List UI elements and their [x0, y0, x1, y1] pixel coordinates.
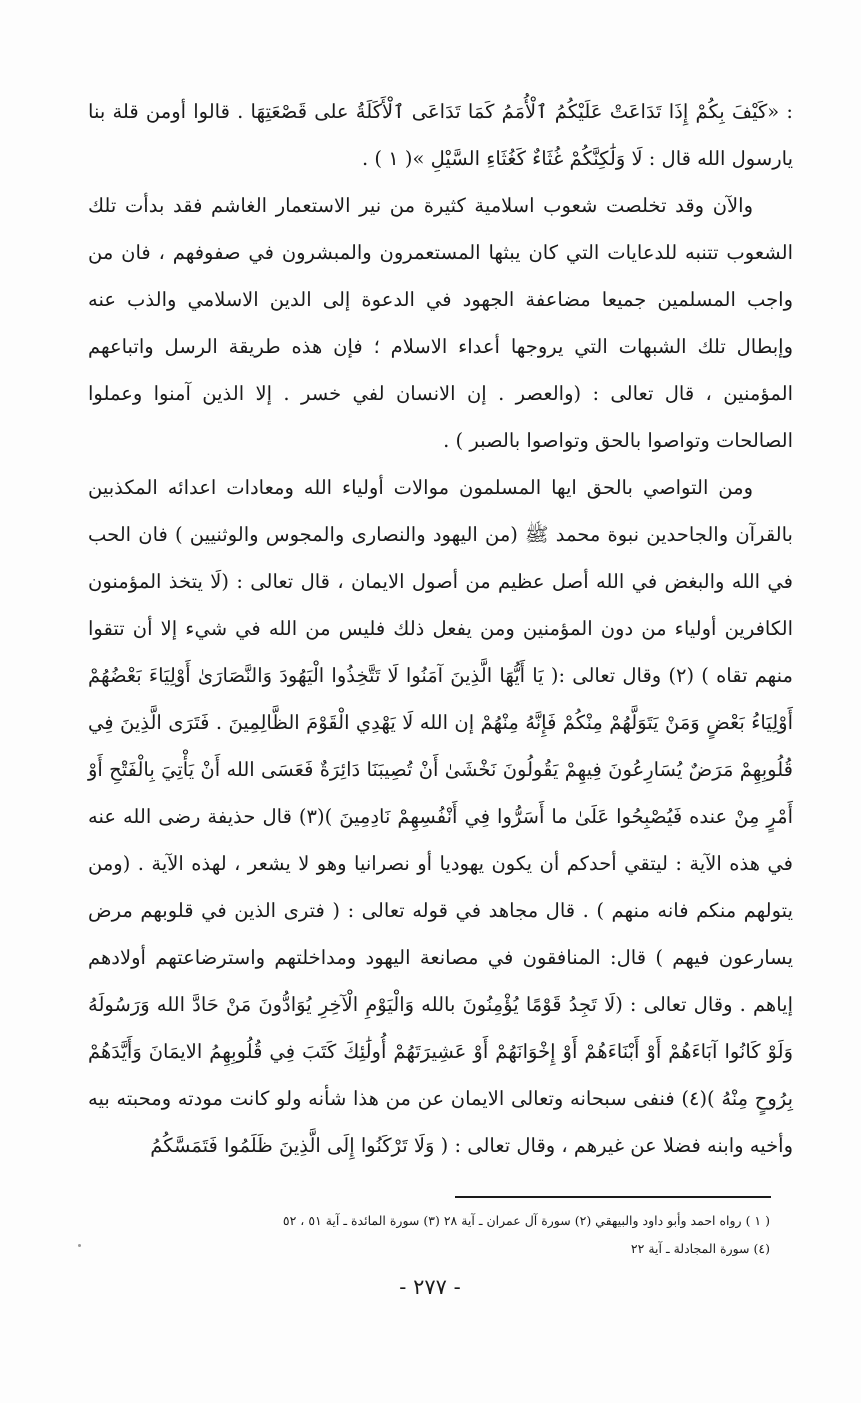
page-number: - ٢٧٧ -	[399, 1275, 461, 1299]
paragraph-loyalty: ومن التواصي بالحق ايها المسلمون موالات أولياء الله ومعادات اعدائه المكذبين بالقرآن والجاحدين نبوة محمد ﷺ (من اليهود والنصارى والمجوس والوثنيين ) فان الحب في الله والبغض في الله أصل عظيم من أصول الايمان ، قال تعالى : (لَا يتخذ المؤمنون الكافرين أولياء من دون المؤمنين ومن يفعل ذلك فليس من الله في شيء إلا أن تتقوا منهم تقاه ) (٢) وقال تعالى :( يَا أَيُّهَا الَّذِينَ آمَنُوا لَا تَتَّخِذُوا الْيَهُودَ وَالنَّصَارَىٰ أَوْلِيَاءَ بَعْضُهُمْ أَوْلِيَاءُ بَعْضٍ وَمَنْ يَتَوَلَّهُمْ مِنْكُمْ فَإِنَّهُ مِنْهُمْ إن الله لَا يَهْدِي الْقَوْمَ الظَّالِمِينَ . فَتَرَى الَّذِينَ فِي قُلُوبِهِمْ مَرَضٌ يُسَارِعُونَ فِيهِمْ يَقُولُونَ نَخْشَىٰ أَنْ تُصِيبَنَا دَائِرَةٌ فَعَسَى الله أَنْ يَأْتِيَ بِالْفَتْحِ أَوْ أَمْرٍ مِنْ عنده فَيُصْبِحُوا عَلَىٰ ما أَسَرُّوا فِي أَنْفُسِهِمْ نَادِمِينَ )(٣) قال حذيفة رضى الله عنه في هذه الآية : ليتقي أحدكم أن يكون يهوديا أو نصرانيا وهو لا يشعر ، لهذه الآية . (ومن يتولهم منكم فانه منهم ) . قال مجاهد في قوله تعالى : ( فترى الذين في قلوبهم مرض يسارعون فيهم ) قال: المنافقون في مصانعة اليهود ومداخلتهم واسترضاعتهم أولادهم إياهم . وقال تعالى : (لَا تَجِدُ قَوْمًا يُؤْمِنُونَ بالله وَالْيَوْمِ الْآخِرِ يُوَادُّونَ مَنْ حَادَّ الله وَرَسُولَهُ وَلَوْ كَانُوا آبَاءَهُمْ أَوْ أَبْنَاءَهُمْ أَوْ إِخْوَانَهُمْ أَوْ عَشِيرَتَهُمْ أُولَٰئِكَ كَتَبَ فِي قُلُوبِهِمُ الايمَانَ وَأَيَّدَهُمْ بِرُوحٍ مِنْهُ )(٤) فنفى سبحانه وتعالى الايمان عن من هذا شأنه ولو كانت مودته ومحبته بيه وأخيه وابنه فضلا عن غيرهم ، وقال تعالى : ( وَلَا تَرْكَنُوا إِلَى الَّذِينَ ظَلَمُوا فَتَمَسَّكُمُ	[88, 476, 793, 1157]
footnote-line-1: ( ١ ) رواه احمد وأبو داود والبيهقي (٢) سورة آل عمران ـ آية ٢٨ (٣) سورة المائدة ـ آية ٥١ ، ٥٢	[282, 1213, 770, 1228]
footnote-line-2: (٤) سورة المجادلة ـ آية ٢٢	[630, 1241, 770, 1256]
body-text	[88, 88, 793, 1169]
scan-speck	[78, 1244, 81, 1247]
paragraph-colonialism: والآن وقد تخلصت شعوب اسلامية كثيرة من نير الاستعمار الغاشم فقد بدأت تلك الشعوب تتنبه للدعايات التي كان يبثها المستعمرون والمبشرون في صفوفهم ، فان من واجب المسلمين جميعا مضاعفة الجهود في الدعوة إلى الدين الاسلامي والذب عنه وإبطال تلك الشبهات التي يروجها أعداء الاسلام ؛ فإن هذه طريقة الرسل واتباعهم المؤمنين ، قال تعالى : (والعصر . إن الانسان لفي خسر . إلا الذين آمنوا وعملوا الصالحات وتواصوا بالحق وتواصوا بالصبر ) .	[88, 194, 793, 452]
footnote-divider	[455, 1196, 771, 1198]
paragraph-hadith: : «كَيْفَ بِكُمْ إِذَا تَدَاعَتْ عَلَيْكُمُ ٱلْأُمَمُ كَمَا تَدَاعَى ٱلْأَكَلَةُ على قَصْعَتِهَا . قالوا أومن قلة بنا يارسول الله قال : لَا وَلَٰكِنَّكُمْ غُثَاءٌ كَغُثَاءِ السَّيْلِ »( ١ ) .	[88, 100, 793, 170]
footnotes	[180, 1207, 770, 1263]
